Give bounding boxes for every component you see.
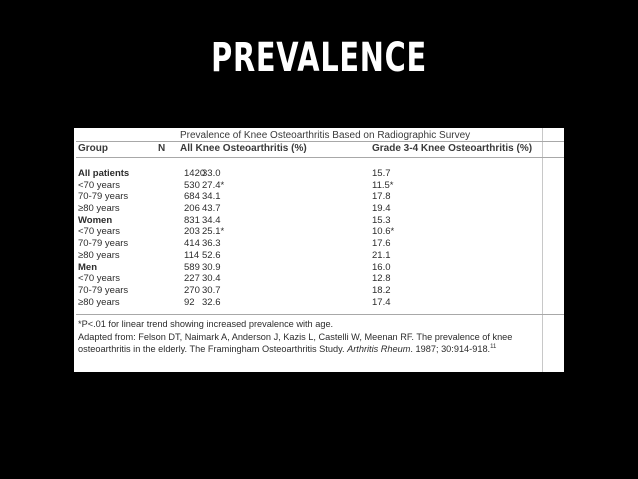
- cell-grade-3-4-oa: 12.8: [372, 273, 391, 285]
- cell-group: All patients: [78, 168, 130, 179]
- significance-footnote: *P<.01 for linear trend showing increased prevalence with age.: [78, 319, 334, 329]
- table-caption: Prevalence of Knee Osteoarthritis Based on Radiographic Survey: [180, 130, 471, 141]
- cell-group: <70 years: [78, 179, 120, 191]
- cell-group: <70 years: [78, 226, 120, 238]
- cell-group: ≥80 years: [78, 296, 120, 308]
- cell-all-knee-oa: 27.4*: [202, 179, 225, 191]
- header-grade-3-4-oa: Grade 3-4 Knee Osteoarthritis (%): [372, 143, 533, 154]
- table-row: [74, 250, 564, 262]
- cell-n: 114: [184, 249, 200, 261]
- header-n: N: [158, 143, 166, 154]
- cell-all-knee-oa: 30.9: [202, 261, 221, 273]
- cell-grade-3-4-oa: 10.6*: [372, 226, 395, 238]
- cell-all-knee-oa: 32.6: [202, 296, 221, 308]
- cell-grade-3-4-oa: 21.1: [372, 249, 391, 261]
- cell-all-knee-oa: 25.1*: [202, 226, 225, 238]
- cell-all-knee-oa: 34.1: [202, 191, 221, 203]
- cell-n: 589: [184, 261, 200, 273]
- cell-all-knee-oa: 30.7: [202, 284, 221, 296]
- cell-grade-3-4-oa: 15.7: [372, 168, 391, 179]
- source-line-2-suffix: . 1987; 30:914-918.: [410, 344, 491, 354]
- cell-grade-3-4-oa: 11.5*: [372, 179, 394, 191]
- cell-grade-3-4-oa: 17.4: [372, 296, 391, 308]
- cell-grade-3-4-oa: 15.3: [372, 214, 391, 226]
- cell-group: ≥80 years: [78, 203, 120, 215]
- source-reference-number: 11: [490, 344, 497, 350]
- cell-all-knee-oa: 36.3: [202, 238, 221, 250]
- table-row: [74, 285, 564, 297]
- cell-group: ≥80 years: [78, 249, 120, 261]
- header-group: Group: [78, 143, 108, 154]
- header-all-knee-oa: All Knee Osteoarthritis (%): [180, 143, 307, 154]
- cell-all-knee-oa: 34.4: [202, 214, 221, 226]
- table-body: [74, 168, 564, 308]
- slide-title: PREVALENCE: [211, 35, 427, 81]
- header-bottom-rule: [76, 157, 564, 158]
- cell-n: 530: [184, 179, 200, 191]
- cell-group: 70-79 years: [78, 191, 129, 203]
- table-row: [74, 297, 564, 309]
- table-row: [74, 203, 564, 215]
- header-top-rule: [76, 141, 564, 142]
- table-row: [74, 238, 564, 250]
- table-footnotes: [78, 318, 562, 356]
- source-line-1: Adapted from: Felson DT, Naimark A, Anderson J, Kazis L, Castelli W, Meenan RF. The prevalence of knee: [78, 331, 513, 342]
- cell-group: 70-79 years: [78, 284, 129, 296]
- source-line-2: [78, 343, 562, 356]
- cell-n: 203: [184, 226, 200, 238]
- cell-all-knee-oa: 33.0: [202, 168, 221, 179]
- cell-all-knee-oa: 43.7: [202, 203, 221, 215]
- cell-group: <70 years: [78, 273, 120, 285]
- cell-group: Women: [78, 214, 113, 226]
- table-row: [74, 273, 564, 285]
- table-row: [74, 191, 564, 203]
- cell-grade-3-4-oa: 19.4: [372, 203, 391, 215]
- body-bottom-rule: [76, 314, 564, 315]
- source-line-2-prefix: osteoarthritis in the elderly. The Framingham Osteoarthritis Study.: [78, 344, 348, 354]
- cell-n: 1420: [184, 168, 206, 179]
- table-row: [74, 262, 564, 274]
- prevalence-table: [74, 128, 564, 372]
- cell-all-knee-oa: 30.4: [202, 273, 221, 285]
- cell-n: 227: [184, 273, 200, 285]
- cell-grade-3-4-oa: 16.0: [372, 261, 391, 273]
- table-row: [74, 180, 564, 192]
- cell-group: 70-79 years: [78, 238, 129, 250]
- table-row: [74, 226, 564, 238]
- cell-n: 206: [184, 203, 200, 215]
- cell-all-knee-oa: 52.6: [202, 249, 221, 261]
- table-row: [74, 215, 564, 227]
- cell-n: 92: [184, 296, 195, 308]
- cell-grade-3-4-oa: 17.8: [372, 191, 391, 203]
- cell-group: Men: [78, 261, 97, 273]
- cell-n: 831: [184, 214, 200, 226]
- table-row: [74, 168, 564, 180]
- cell-grade-3-4-oa: 18.2: [372, 284, 391, 296]
- cell-n: 414: [184, 238, 200, 250]
- cell-n: 270: [184, 284, 200, 296]
- cell-n: 684: [184, 191, 200, 203]
- cell-grade-3-4-oa: 17.6: [372, 238, 391, 250]
- source-journal: Arthritis Rheum: [347, 344, 411, 354]
